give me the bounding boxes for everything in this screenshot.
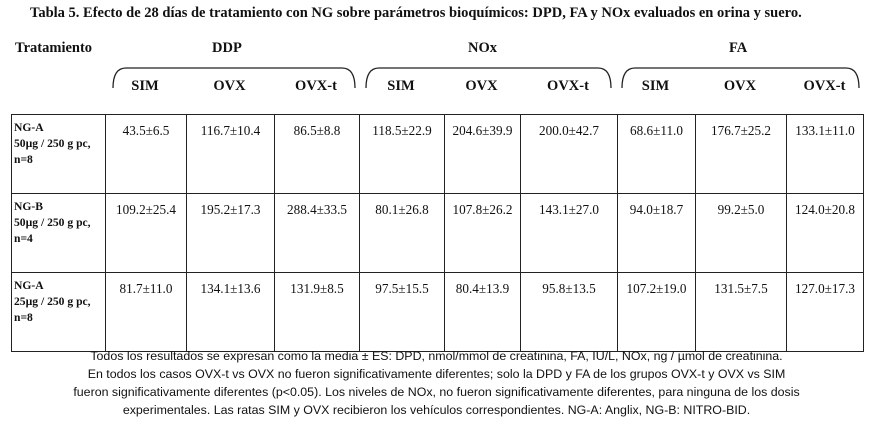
footnote-line: Todos los resultados se expresan como la media ± ES: DPD, nmol/mmol de creatinina, FA, IU/L, NOx, ng / µmol de creatinina.: [90, 349, 783, 363]
value-cell: 118.5±22.9: [360, 115, 445, 194]
value-cell: 143.1±27.0: [521, 194, 618, 273]
value-cell: 176.7±25.2: [696, 115, 787, 194]
subheader-ddp-ovx: OVX: [213, 78, 246, 94]
value-cell: 109.2±25.4: [106, 194, 187, 273]
footnote-line: experimentales. Las ratas SIM y OVX recibieron los vehículos correspondientes. NG-A: Anglix, NG-B: NITRO-BID.: [122, 403, 751, 417]
subheader-nox-sim: SIM: [387, 78, 415, 94]
value-cell: 99.2±5.0: [696, 194, 787, 273]
value-cell: 200.0±42.7: [521, 115, 618, 194]
value-cell: 288.4±33.5: [275, 194, 360, 273]
treatment-cell: NG-A 50µg / 250 g pc, n=8: [12, 115, 106, 194]
subheader-ddp-sim: SIM: [131, 78, 159, 94]
value-cell: 195.2±17.3: [187, 194, 275, 273]
value-cell: 131.5±7.5: [696, 273, 787, 352]
value-cell: 124.0±20.8: [787, 194, 864, 273]
value-cell: 80.4±13.9: [445, 273, 521, 352]
value-cell: 97.5±15.5: [360, 273, 445, 352]
value-cell: 107.8±26.2: [445, 194, 521, 273]
subheader-fa-ovxt: OVX-t: [803, 78, 846, 94]
header-group-ddp: DDP: [212, 40, 242, 56]
value-cell: 107.2±19.0: [618, 273, 696, 352]
value-cell: 204.6±39.9: [445, 115, 521, 194]
value-cell: 68.6±11.0: [618, 115, 696, 194]
subheader-ddp-ovxt: OVX-t: [295, 78, 337, 94]
header-group-nox: NOx: [468, 40, 497, 56]
table-row: [12, 115, 864, 194]
value-cell: 94.0±18.7: [618, 194, 696, 273]
value-cell: 134.1±13.6: [187, 273, 275, 352]
value-cell: 131.9±8.5: [275, 273, 360, 352]
table-row: [12, 194, 864, 273]
footnote-line: fueron significativamente diferentes (p<0.05). Los niveles de NOx, no fueron significativamente diferentes, para ninguna de los dosis: [73, 385, 800, 399]
subheader-fa-ovx: OVX: [723, 78, 757, 94]
header-group-fa: FA: [729, 40, 748, 56]
subheader-fa-sim: SIM: [641, 78, 670, 94]
subheader-nox-ovx: OVX: [465, 78, 498, 94]
header-treatment: Tratamiento: [15, 40, 93, 56]
treatment-cell: NG-B 50µg / 250 g pc, n=4: [12, 194, 106, 273]
results-table: [11, 114, 864, 352]
value-cell: 43.5±6.5: [106, 115, 187, 194]
value-cell: 127.0±17.3: [787, 273, 864, 352]
treatment-cell: NG-A 25µg / 250 g pc, n=8: [12, 273, 106, 352]
value-cell: 133.1±11.0: [787, 115, 864, 194]
value-cell: 116.7±10.4: [187, 115, 275, 194]
value-cell: 80.1±26.8: [360, 194, 445, 273]
table-title: Tabla 5. Efecto de 28 días de tratamiento con NG sobre parámetros bioquímicos: DPD, FA y NOx evaluados en orina y suero.: [30, 5, 802, 21]
table-row: [12, 273, 864, 352]
footnote: [0, 347, 873, 419]
subheader-nox-ovxt: OVX-t: [547, 78, 589, 94]
value-cell: 95.8±13.5: [521, 273, 618, 352]
value-cell: 86.5±8.8: [275, 115, 360, 194]
value-cell: 81.7±11.0: [106, 273, 187, 352]
footnote-line: En todos los casos OVX-t vs OVX no fueron significativamente diferentes; solo la DPD y FA de los grupos OVX-t y OVX vs SIM: [87, 367, 786, 381]
